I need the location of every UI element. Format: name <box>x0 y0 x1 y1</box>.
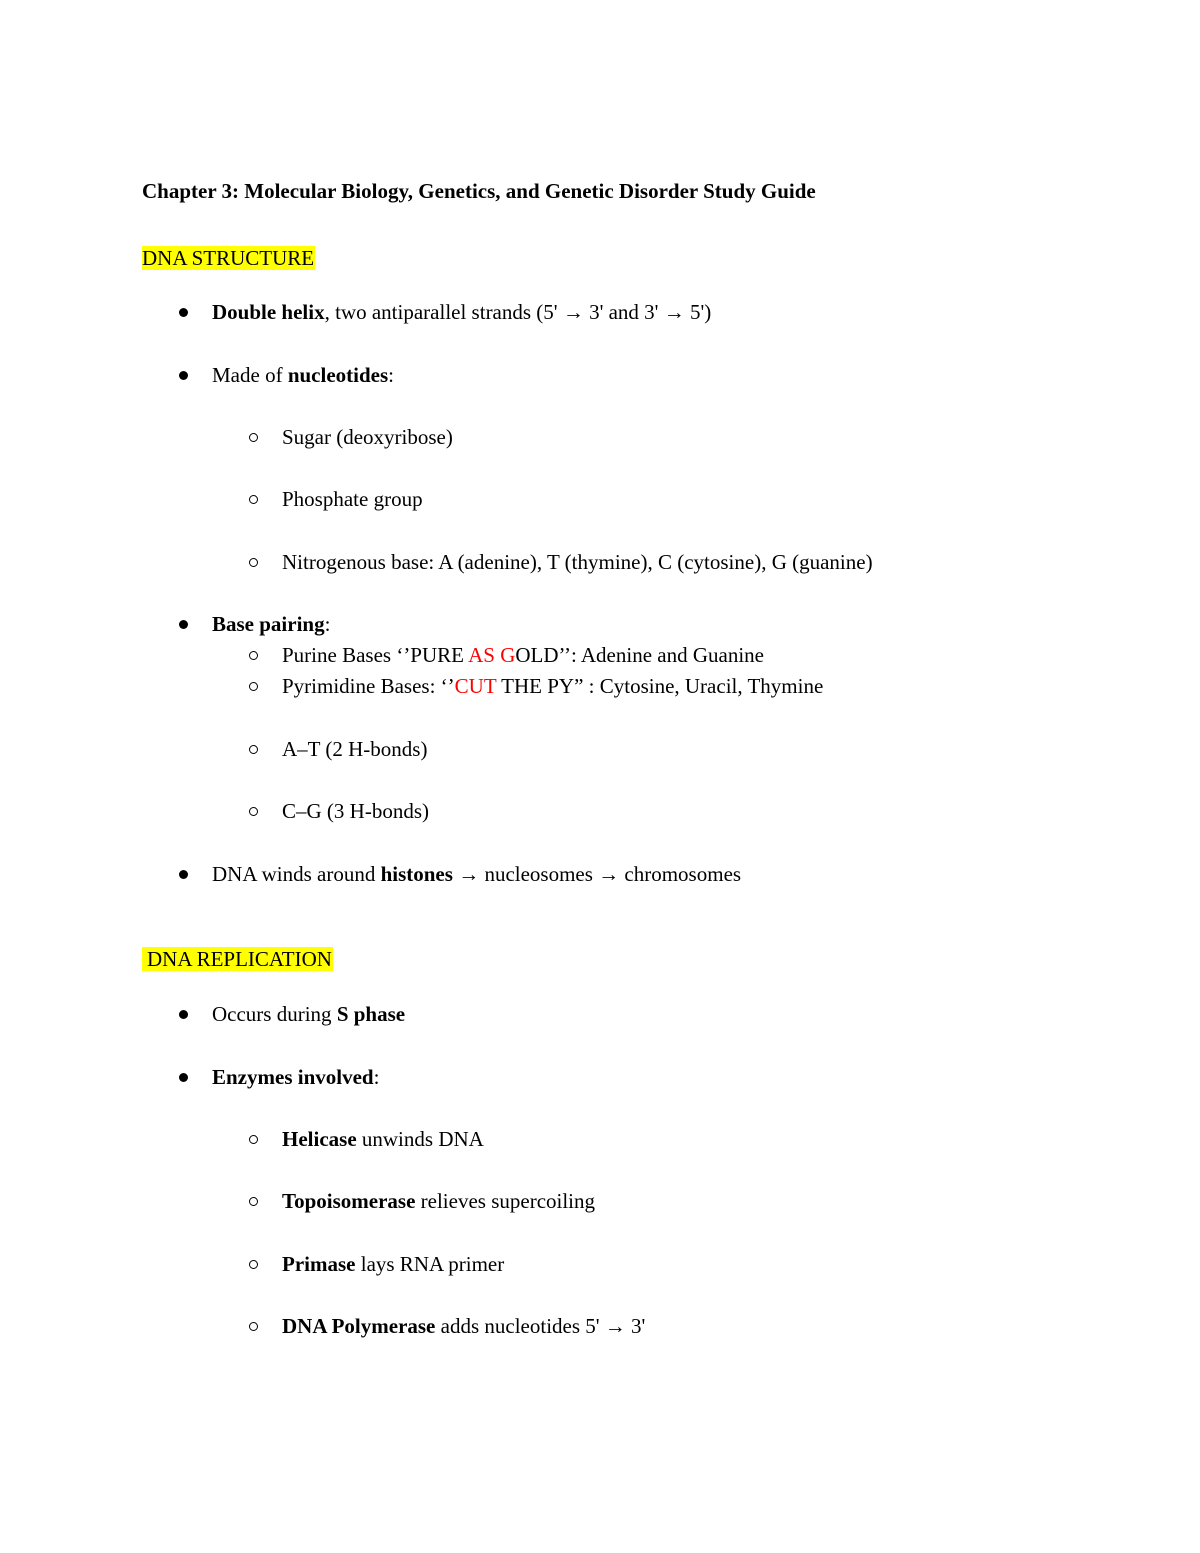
bullet-dot-icon <box>179 371 188 380</box>
text-histones-suffix: → nucleosomes → chromosomes <box>452 862 742 886</box>
list-item-s-phase <box>212 1001 405 1027</box>
bullet-circle-icon <box>249 682 258 691</box>
list-item-helicase <box>282 1126 484 1152</box>
text-pyrimidine-prefix: Pyrimidine Bases: ‘’ <box>282 674 455 698</box>
term-helicase: Helicase <box>282 1127 357 1151</box>
page-title: Chapter 3: Molecular Biology, Genetics, and Genetic Disorder Study Guide <box>142 179 816 203</box>
bullet-circle-icon <box>249 651 258 660</box>
list-item-phosphate: Phosphate group <box>282 487 423 511</box>
term-histones: histones <box>380 862 453 886</box>
mnemonic-letter-g: G <box>500 643 516 667</box>
list-item-polymerase <box>282 1313 645 1339</box>
list-item-primase <box>282 1251 504 1277</box>
list-item-histones <box>212 861 741 887</box>
text-pyrimidine-suffix: THE PY” : Cytosine, Uracil, Thymine <box>496 674 824 698</box>
list-item-nucleotides <box>212 362 394 388</box>
term-polymerase: DNA Polymerase <box>282 1314 436 1338</box>
text-histones-prefix: DNA winds around <box>212 862 381 886</box>
term-s-phase: S phase <box>336 1002 406 1026</box>
bullet-dot-icon <box>179 308 188 317</box>
bullet-circle-icon <box>249 807 258 816</box>
mnemonic-letter-s: S <box>483 643 495 667</box>
term-base-pairing: Base pairing <box>212 612 325 636</box>
text-double-helix: , two antiparallel strands (5' → 3' and 3' → 5') <box>324 300 712 324</box>
text-purine-prefix: Purine Bases ‘’PURE <box>282 643 469 667</box>
text-nucleotides-suffix: : <box>388 363 394 387</box>
list-item-bases: Nitrogenous base: A (adenine), T (thymine), C (cytosine), G (guanine) <box>282 550 873 574</box>
bullet-circle-icon <box>249 1322 258 1331</box>
bullet-circle-icon <box>249 1197 258 1206</box>
list-item-cg: C–G (3 H-bonds) <box>282 799 429 823</box>
section-heading-replication <box>142 946 333 972</box>
term-topoisomerase: Topoisomerase <box>282 1189 416 1213</box>
list-item-pyrimidine <box>282 673 823 699</box>
section-heading-structure <box>142 245 315 271</box>
term-double-helix: Double helix <box>212 300 325 324</box>
term-enzymes: Enzymes involved <box>212 1065 374 1089</box>
list-item-topoisomerase <box>282 1188 595 1214</box>
text-polymerase: adds nucleotides 5' → 3' <box>435 1314 646 1338</box>
list-item-sugar: Sugar (deoxyribose) <box>282 425 453 449</box>
text-purine-suffix: OLD’’: Adenine and Guanine <box>515 643 764 667</box>
mnemonic-cut: CUT <box>454 674 497 698</box>
bullet-circle-icon <box>249 1260 258 1269</box>
list-item-base-pairing <box>212 611 330 637</box>
list-item-at: A–T (2 H-bonds) <box>282 737 428 761</box>
list-item-purine <box>282 642 764 668</box>
term-nucleotides: nucleotides <box>287 363 389 387</box>
list-item-enzymes <box>212 1064 379 1090</box>
bullet-circle-icon <box>249 745 258 754</box>
bullet-dot-icon <box>179 870 188 879</box>
text-enzymes-suffix: : <box>373 1065 380 1089</box>
bullet-circle-icon <box>249 1135 258 1144</box>
list-item-double-helix <box>212 299 711 325</box>
text-topoisomerase: relieves supercoiling <box>415 1189 596 1213</box>
bullet-dot-icon <box>179 620 188 629</box>
section-heading-replication-text: DNA REPLICATION <box>142 947 333 971</box>
bullet-circle-icon <box>249 558 258 567</box>
bullet-dot-icon <box>179 1073 188 1082</box>
bullet-circle-icon <box>249 433 258 442</box>
text-s-phase-prefix: Occurs during <box>212 1002 337 1026</box>
term-primase: Primase <box>282 1252 356 1276</box>
mnemonic-letter-a: A <box>468 643 484 667</box>
bullet-circle-icon <box>249 495 258 504</box>
text-base-pairing-suffix: : <box>324 612 331 636</box>
text-nucleotides-prefix: Made of <box>212 363 288 387</box>
bullet-dot-icon <box>179 1010 188 1019</box>
text-primase: lays RNA primer <box>355 1252 505 1276</box>
section-heading-structure-text: DNA STRUCTURE <box>142 246 315 270</box>
text-helicase: unwinds DNA <box>356 1127 484 1151</box>
